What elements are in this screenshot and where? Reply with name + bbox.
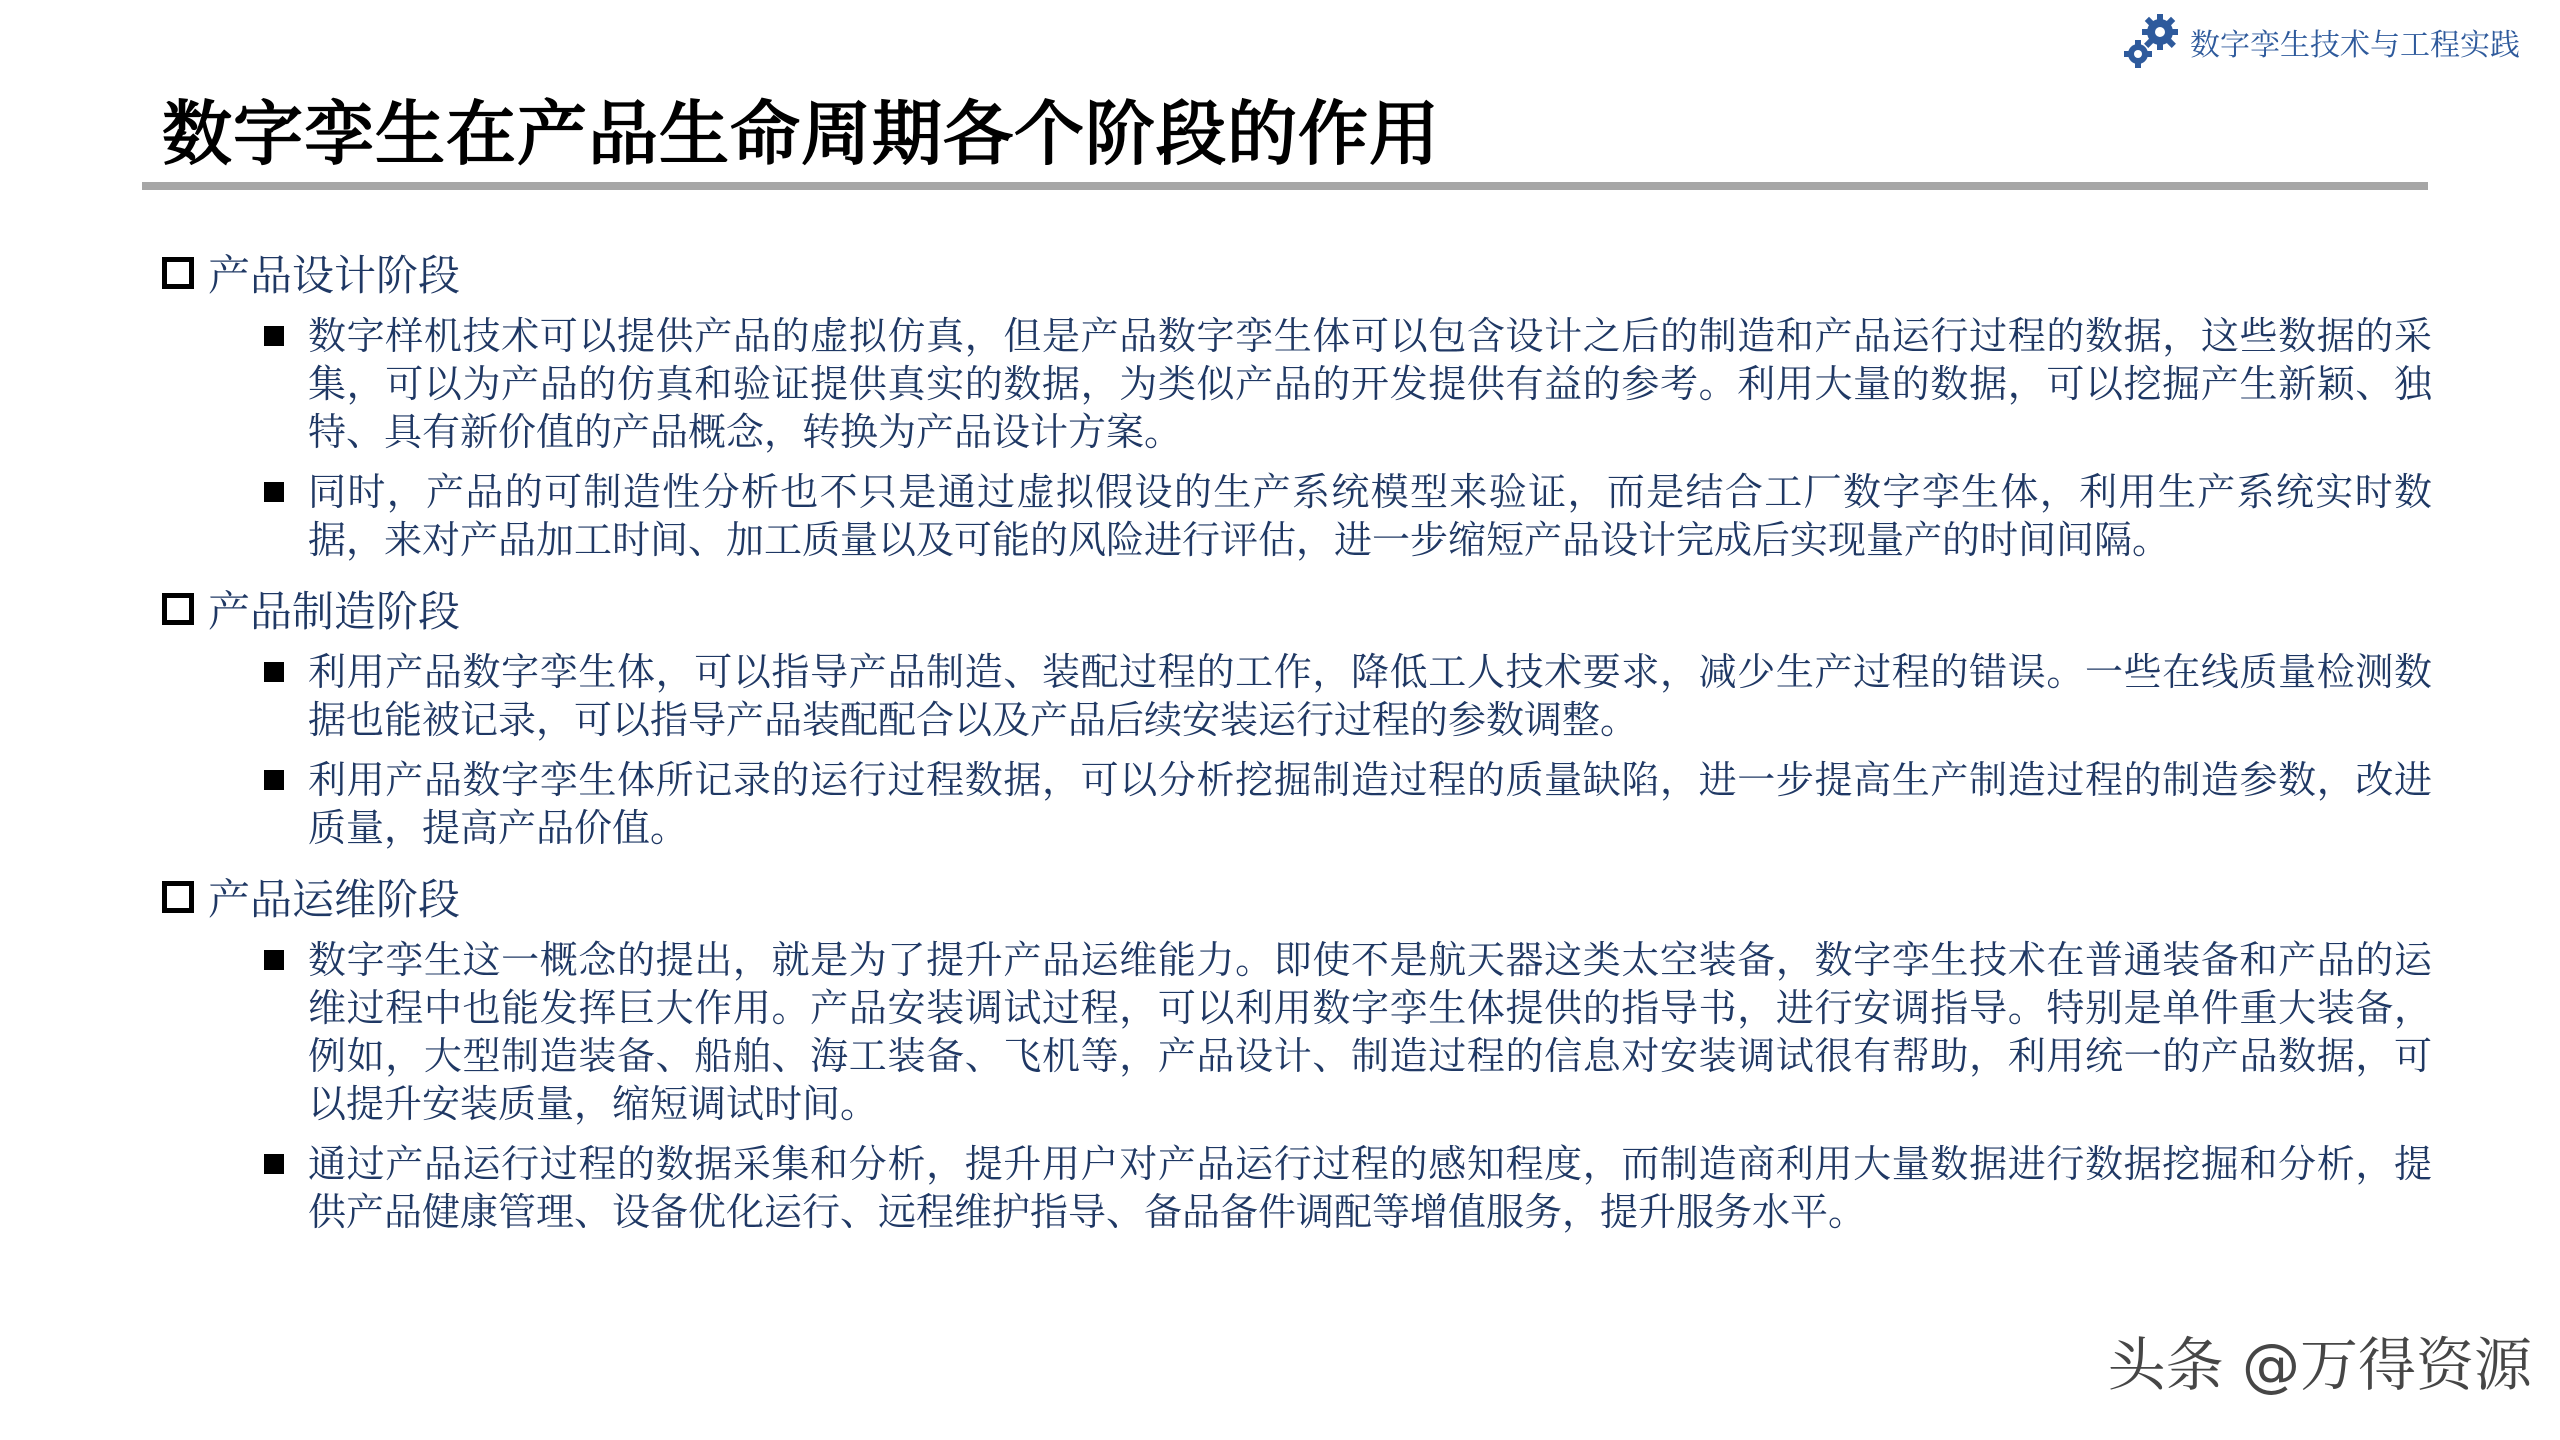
square-bullet-icon bbox=[264, 1154, 284, 1174]
list-item bbox=[162, 312, 2432, 456]
hollow-square-bullet-icon bbox=[162, 881, 194, 913]
list-item-text: 数字孪生这一概念的提出，就是为了提升产品运维能力。即使不是航天器这类太空装备，数字孪生技术在普通装备和产品的运维过程中也能发挥巨大作用。产品安装调试过程，可以利用数字孪生体提供的指导书，进行安调指导。特别是单件重大装备，例如，大型制造装备、船舶、海工装备、飞机等，产品设计、制造过程的信息对安装调试很有帮助，利用统一的产品数据，可以提升安装质量，缩短调试时间。 bbox=[308, 938, 2432, 1126]
section-heading bbox=[162, 240, 2432, 306]
square-bullet-icon bbox=[264, 482, 284, 502]
square-bullet-icon bbox=[264, 950, 284, 970]
section-heading bbox=[162, 864, 2432, 930]
list-item bbox=[162, 1140, 2432, 1236]
section-heading-text: 产品运维阶段 bbox=[208, 875, 461, 924]
section-operation bbox=[162, 864, 2432, 1236]
list-item bbox=[162, 756, 2432, 852]
section-heading-text: 产品制造阶段 bbox=[208, 587, 461, 636]
list-item-text: 利用产品数字孪生体，可以指导产品制造、装配过程的工作，降低工人技术要求，减少生产过程的错误。一些在线质量检测数据也能被记录，可以指导产品装配配合以及产品后续安装运行过程的参数调整。 bbox=[308, 650, 2432, 742]
hollow-square-bullet-icon bbox=[162, 257, 194, 289]
list-item-text: 同时，产品的可制造性分析也不只是通过虚拟假设的生产系统模型来验证，而是结合工厂数字孪生体，利用生产系统实时数据，来对产品加工时间、加工质量以及可能的风险进行评估，进一步缩短产品设计完成后实现量产的时间间隔。 bbox=[308, 470, 2432, 562]
square-bullet-icon bbox=[264, 662, 284, 682]
title-divider bbox=[142, 182, 2428, 190]
list-item bbox=[162, 936, 2432, 1128]
gears-icon bbox=[2120, 12, 2184, 72]
watermark: 头条 @万得资源 bbox=[2107, 1331, 2532, 1399]
list-item-text: 数字样机技术可以提供产品的虚拟仿真，但是产品数字孪生体可以包含设计之后的制造和产品运行过程的数据，这些数据的采集，可以为产品的仿真和验证提供真实的数据，为类似产品的开发提供有益的参考。利用大量的数据，可以挖掘产生新颖、独特、具有新价值的产品概念，转换为产品设计方案。 bbox=[308, 314, 2432, 454]
section-heading-text: 产品设计阶段 bbox=[208, 251, 461, 300]
brand-text: 数字孪生技术与工程实践 bbox=[2190, 28, 2520, 63]
brand-header bbox=[2120, 12, 2560, 72]
list-item-text: 利用产品数字孪生体所记录的运行过程数据，可以分析挖掘制造过程的质量缺陷，进一步提高生产制造过程的制造参数，改进质量，提高产品价值。 bbox=[308, 758, 2432, 850]
page-title: 数字孪生在产品生命周期各个阶段的作用 bbox=[162, 93, 1440, 175]
slide-content bbox=[162, 240, 2432, 1248]
section-heading bbox=[162, 576, 2432, 642]
section-manufacturing bbox=[162, 576, 2432, 852]
section-design bbox=[162, 240, 2432, 564]
list-item-text: 通过产品运行过程的数据采集和分析，提升用户对产品运行过程的感知程度，而制造商利用大量数据进行数据挖掘和分析，提供产品健康管理、设备优化运行、远程维护指导、备品备件调配等增值服务，提升服务水平。 bbox=[308, 1142, 2432, 1234]
square-bullet-icon bbox=[264, 770, 284, 790]
square-bullet-icon bbox=[264, 326, 284, 346]
list-item bbox=[162, 468, 2432, 564]
hollow-square-bullet-icon bbox=[162, 593, 194, 625]
list-item bbox=[162, 648, 2432, 744]
